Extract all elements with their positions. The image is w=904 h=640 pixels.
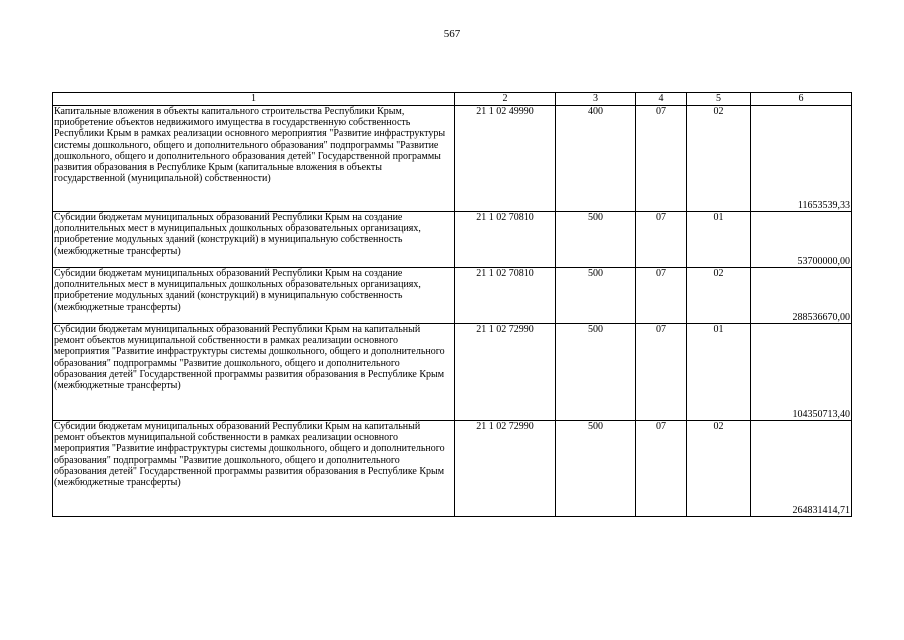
column-header: 5 bbox=[687, 93, 751, 106]
row-target-code: 21 1 02 49990 bbox=[455, 106, 556, 212]
row-amount: 264831414,71 bbox=[751, 421, 852, 517]
row-amount: 53700000,00 bbox=[751, 212, 852, 268]
row-amount: 104350713,40 bbox=[751, 324, 852, 421]
row-section: 07 bbox=[636, 421, 687, 517]
column-header: 1 bbox=[53, 93, 455, 106]
row-subsection: 01 bbox=[687, 212, 751, 268]
table-row bbox=[53, 212, 852, 268]
row-target-code: 21 1 02 70810 bbox=[455, 268, 556, 324]
row-description: Субсидии бюджетам муниципальных образований Республики Крым на создание дополнительных мест в муниципальных дошкольных образовательных организациях, приобретение модульных зданий (конструкций) в муниципальную собственность (межбюджетные трансферты) bbox=[53, 268, 455, 324]
column-header: 2 bbox=[455, 93, 556, 106]
table-row bbox=[53, 421, 852, 517]
table-row bbox=[53, 324, 852, 421]
row-subsection: 02 bbox=[687, 421, 751, 517]
column-header: 6 bbox=[751, 93, 852, 106]
row-amount: 11653539,33 bbox=[751, 106, 852, 212]
row-subsection: 02 bbox=[687, 268, 751, 324]
row-section: 07 bbox=[636, 106, 687, 212]
row-expense-type: 500 bbox=[556, 212, 636, 268]
row-section: 07 bbox=[636, 268, 687, 324]
row-target-code: 21 1 02 70810 bbox=[455, 212, 556, 268]
row-section: 07 bbox=[636, 324, 687, 421]
budget-table bbox=[52, 92, 852, 517]
row-expense-type: 500 bbox=[556, 421, 636, 517]
row-target-code: 21 1 02 72990 bbox=[455, 324, 556, 421]
page-number: 567 bbox=[443, 28, 461, 40]
row-target-code: 21 1 02 72990 bbox=[455, 421, 556, 517]
row-expense-type: 500 bbox=[556, 324, 636, 421]
row-amount: 288536670,00 bbox=[751, 268, 852, 324]
table-row bbox=[53, 106, 852, 212]
row-description: Субсидии бюджетам муниципальных образований Республики Крым на создание дополнительных мест в муниципальных дошкольных образовательных организациях, приобретение модульных зданий (конструкций) в муниципальную собственность (межбюджетные трансферты) bbox=[53, 212, 455, 268]
row-description: Капитальные вложения в объекты капитального строительства Республики Крым, приобретение объектов недвижимого имущества в государственную собственность Республики Крым в рамках реализации основного мероприятия "Развитие инфраструктуры системы дошкольного, общего и дополнительного образования" подпрограммы "Развитие дошкольного, общего и дополнительного образования детей" Государственной программы развития образования в Республике Крым (капитальные вложения в объекты государственной (муниципальной) собственности) bbox=[53, 106, 455, 212]
column-header: 4 bbox=[636, 93, 687, 106]
table-header-row bbox=[53, 93, 852, 106]
column-header: 3 bbox=[556, 93, 636, 106]
row-subsection: 02 bbox=[687, 106, 751, 212]
row-description: Субсидии бюджетам муниципальных образований Республики Крым на капитальный ремонт объектов муниципальной собственности в рамках реализации основного мероприятия "Развитие инфраструктуры системы дошкольного, общего и дополнительного образования" подпрограммы "Развитие дошкольного, общего и дополнительного образования детей" Государственной программы развития образования в Республике Крым (межбюджетные трансферты) bbox=[53, 421, 455, 517]
row-expense-type: 400 bbox=[556, 106, 636, 212]
row-subsection: 01 bbox=[687, 324, 751, 421]
table-row bbox=[53, 268, 852, 324]
row-expense-type: 500 bbox=[556, 268, 636, 324]
row-description: Субсидии бюджетам муниципальных образований Республики Крым на капитальный ремонт объектов муниципальной собственности в рамках реализации основного мероприятия "Развитие инфраструктуры системы дошкольного, общего и дополнительного образования" подпрограммы "Развитие дошкольного, общего и дополнительного образования детей" Государственной программы развития образования в Республике Крым (межбюджетные трансферты) bbox=[53, 324, 455, 421]
row-section: 07 bbox=[636, 212, 687, 268]
